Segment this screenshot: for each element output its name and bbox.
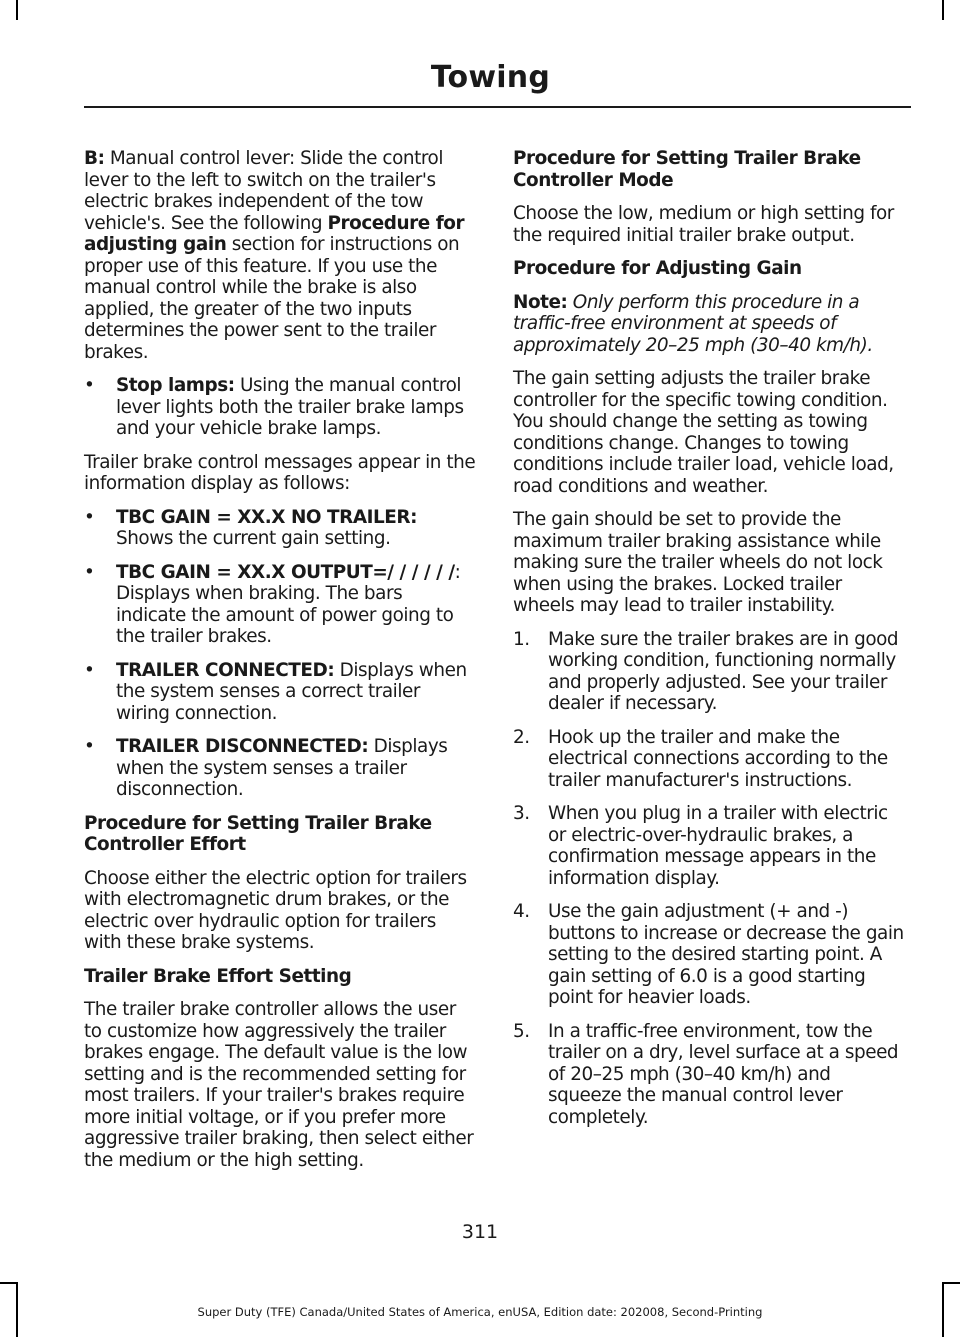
crop-mark-bottom-right-h — [942, 1282, 960, 1284]
list-item-step-2 — [513, 727, 905, 792]
msg4-label: TRAILER DISCONNECTED: — [116, 736, 369, 757]
step-text: Make sure the trailer brakes are in good working condition, functioning normally and properly adjusted. See your trailer dealer if necessary. — [548, 628, 899, 714]
list-item-stop-lamps — [84, 375, 476, 440]
msg2-label: TBC GAIN = XX.X OUTPUT=/ / / / / / — [116, 561, 455, 583]
bullet-icon: • — [84, 561, 95, 583]
b-label: B: — [84, 148, 105, 169]
list-item-step-3 — [513, 803, 905, 889]
procedure-link: Procedure for adjusting gain — [84, 212, 465, 255]
note-text: Only perform this procedure in a traffic-free environment at speeds of approximately 20–25 mph (30–40 km/h). — [513, 291, 873, 356]
paragraph-b — [84, 148, 476, 363]
msg3-label: TRAILER CONNECTED: — [116, 659, 335, 681]
right-column — [513, 148, 905, 1140]
msg1-text: Shows the current gain setting. — [116, 528, 391, 549]
bullet-icon: • — [84, 375, 95, 396]
effort-setting-heading: Trailer Brake Effort Setting — [84, 965, 352, 987]
step-number: 5. — [513, 1020, 530, 1042]
bullet-icon: • — [84, 659, 95, 681]
msg4-text: Displays when the system senses a trailer disconnection. — [116, 736, 448, 800]
step-number: 1. — [513, 628, 530, 650]
section-title: Towing — [430, 60, 550, 95]
stop-lamps-label: Stop lamps: — [116, 375, 235, 396]
mode-heading: Procedure for Setting Trailer Brake Controller Mode — [513, 148, 861, 191]
list-item-msg4 — [84, 736, 476, 801]
step-number: 2. — [513, 726, 530, 748]
crop-mark-top-right — [942, 0, 944, 20]
list-item-msg1 — [84, 507, 476, 550]
list-item-step-5 — [513, 1021, 905, 1129]
header-rule — [84, 106, 911, 108]
b-text-2: section for instructions on proper use of this feature. If you use the manual control while the brake is also applied, the greater of the two inputs determines the power sent to the trailer brakes. — [84, 234, 460, 363]
step-number: 4. — [513, 901, 530, 922]
effort-setting-text: The trailer brake controller allows the user to customize how aggressively the trailer brakes engage. The default value is the low setting and is the recommended setting for most trailers. If your trailer's brakes require more initial voltage, or if you prefer more aggressive trailer braking, then select either the medium or the high setting. — [84, 999, 474, 1171]
list-item-step-1 — [513, 629, 905, 715]
gain-paragraph-1: The gain setting adjusts the trailer brake controller for the specific towing condition. You should change the setting as towing conditions change. Changes to towing conditions include trailer load, vehicle load, road conditions and weather. — [513, 368, 894, 497]
messages-intro: Trailer brake control messages appear in the information display as follows: — [84, 451, 476, 494]
msg2-text: : Displays when braking. The bars indicate the amount of power going to the trailer brakes. — [116, 561, 461, 647]
list-item-msg3 — [84, 660, 476, 725]
stop-lamps-text: Using the manual control lever lights both the trailer brake lamps and your vehicle brake lamps. — [116, 375, 464, 439]
left-column — [84, 148, 476, 1183]
effort-heading: Procedure for Setting Trailer Brake Controller Effort — [84, 812, 432, 855]
mode-text: Choose the low, medium or high setting for the required initial trailer brake output. — [513, 203, 894, 246]
gain-heading: Procedure for Adjusting Gain — [513, 258, 802, 279]
step-text: Hook up the trailer and make the electrical connections according to the trailer manufacturer's instructions. — [548, 726, 888, 791]
step-text: In a traffic-free environment, tow the trailer on a dry, level surface at a speed of 20–25 mph (30–40 km/h) and squeeze the manual control lever completely. — [548, 1020, 899, 1128]
msg3-text: Displays when the system senses a correct trailer wiring connection. — [116, 659, 467, 724]
gain-paragraph-2: The gain should be set to provide the maximum trailer braking assistance while making sure the trailer wheels do not lock when using the brakes. Locked trailer wheels may lead to trailer instability. — [513, 509, 883, 616]
msg1-label: TBC GAIN = XX.X NO TRAILER: — [116, 506, 418, 528]
b-text-1: Manual control lever: Slide the control lever to the left to switch on the trailer's electric brakes independent of the tow vehicle's. See the following — [84, 148, 443, 234]
bullet-icon: • — [84, 736, 95, 757]
list-item-msg2 — [84, 562, 476, 648]
step-text: Use the gain adjustment (+ and -) buttons to increase or decrease the gain setting to the desired starting point. A gain setting of 6.0 is a good starting point for heavier loads. — [548, 901, 904, 1008]
page-number: 311 — [461, 1221, 499, 1243]
footer: Super Duty (TFE) Canada/United States of America, enUSA, Edition date: 202008, Second-Printing — [197, 1305, 763, 1319]
effort-text: Choose either the electric option for trailers with electromagnetic drum brakes, or the electric over hydraulic option for trailers with these brake systems. — [84, 867, 467, 953]
list-item-step-4 — [513, 901, 905, 1009]
step-number: 3. — [513, 803, 530, 824]
crop-mark-bottom-left-h — [0, 1282, 18, 1284]
note — [513, 292, 905, 357]
crop-mark-top-left — [16, 0, 18, 20]
bullet-icon: • — [84, 506, 95, 528]
step-text: When you plug in a trailer with electric or electric-over-hydraulic brakes, a confirmation message appears in the information display. — [548, 803, 888, 889]
note-label: Note: — [513, 291, 568, 313]
